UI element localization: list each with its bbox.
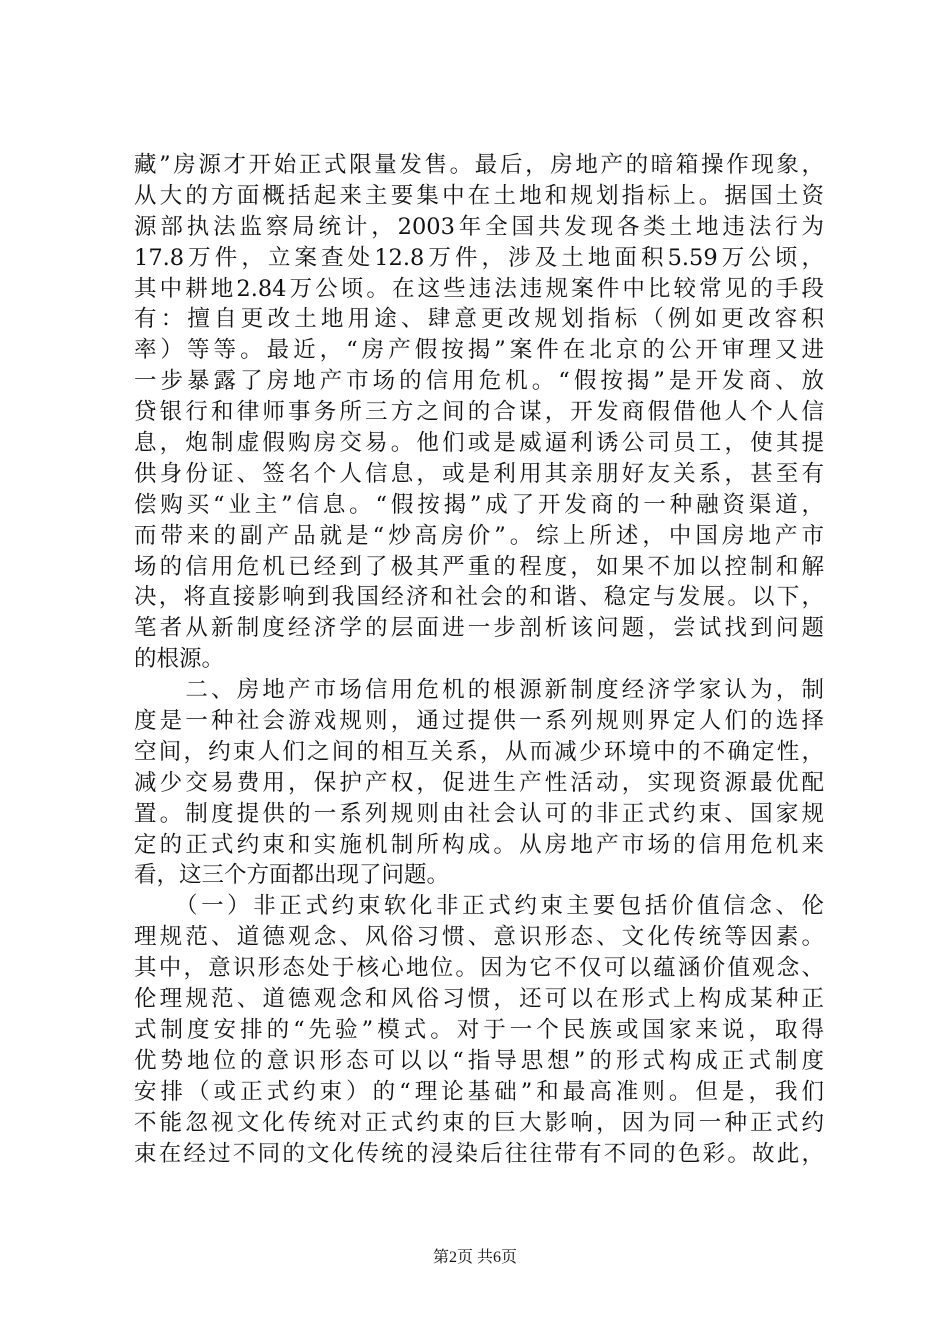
text-line: 置。制度提供的一系列规则由社会认可的非正式约束、国家规	[134, 800, 824, 827]
text-line: （一）非正式约束软化非正式约束主要包括价值信念、伦	[134, 893, 824, 920]
text-line: 二、房地产市场信用危机的根源新制度经济学家认为，制	[134, 677, 824, 704]
text-line: 供身份证、签名个人信息，或是利用其亲朋好友关系，甚至有	[134, 460, 824, 487]
text-line: 式制度安排的“先验”模式。对于一个民族或国家来说，取得	[134, 1016, 824, 1043]
text-line: 而带来的副产品就是“炒高房价”。综上所述，中国房地产市	[134, 522, 824, 549]
text-line: 贷银行和律师事务所三方之间的合谋，开发商假借他人个人信	[134, 399, 824, 426]
text-line: 有：擅自更改土地用途、肆意更改规划指标（例如更改容积	[134, 306, 824, 333]
text-line: 定的正式约束和实施机制所构成。从房地产市场的信用危机来	[134, 831, 824, 858]
text-line: 息，炮制虚假购房交易。他们或是威逼利诱公司员工，使其提	[134, 430, 824, 457]
text-line: 看，这三个方面都出现了问题。	[134, 862, 450, 889]
text-line: 束在经过不同的文化传统的浸染后往往带有不同的色彩。故此，	[134, 1140, 824, 1167]
text-line: 偿购买“业主”信息。“假按揭”成了开发商的一种融资渠道，	[134, 491, 824, 518]
text-line: 理规范、道德观念、风俗习惯、意识形态、文化传统等因素。	[134, 924, 824, 951]
text-line: 其中，意识形态处于核心地位。因为它不仅可以蕴涵价值观念、	[134, 955, 824, 982]
page-footer: 第2页 共6页	[432, 1249, 517, 1266]
text-line: 其中耕地2.84万公顷。在这些违法违规案件中比较常见的手段	[134, 275, 824, 302]
text-line: 藏”房源才开始正式限量发售。最后，房地产的暗箱操作现象，	[134, 152, 824, 178]
text-line: 伦理规范、道德观念和风俗习惯，还可以在形式上构成某种正	[134, 986, 824, 1013]
text-line: 度是一种社会游戏规则，通过提供一系列规则界定人们的选择	[134, 708, 824, 735]
text-line: 一步暴露了房地产市场的信用危机。“假按揭”是开发商、放	[134, 368, 824, 395]
text-line: 17.8万件，立案查处12.8万件，涉及土地面积5.59万公顷，	[134, 244, 824, 271]
text-line: 决，将直接影响到我国经济和社会的和谐、稳定与发展。以下，	[134, 584, 824, 611]
text-line: 笔者从新制度经济学的层面进一步剖析该问题，尝试找到问题	[134, 615, 824, 642]
page-body	[134, 150, 824, 1169]
text-line: 从大的方面概括起来主要集中在土地和规划指标上。据国土资	[134, 182, 824, 209]
text-line: 空间，约束人们之间的相互关系，从而减少环境中的不确定性，	[134, 738, 824, 765]
text-line: 率）等等。最近，“房产假按揭”案件在北京的公开审理又进	[134, 337, 824, 364]
text-line: 源部执法监察局统计，2003年全国共发现各类土地违法行为	[134, 213, 824, 240]
text-line: 场的信用危机已经到了极其严重的程度，如果不加以控制和解	[134, 553, 824, 580]
text-line: 减少交易费用，保护产权，促进生产性活动，实现资源最优配	[134, 769, 824, 796]
text-line: 不能忽视文化传统对正式约束的巨大影响，因为同一种正式约	[134, 1109, 824, 1136]
text-line: 优势地位的意识形态可以以“指导思想”的形式构成正式制度	[134, 1047, 824, 1074]
text-line: 安排（或正式约束）的“理论基础”和最高准则。但是，我们	[134, 1078, 824, 1105]
text-line: 的根源。	[134, 646, 225, 673]
